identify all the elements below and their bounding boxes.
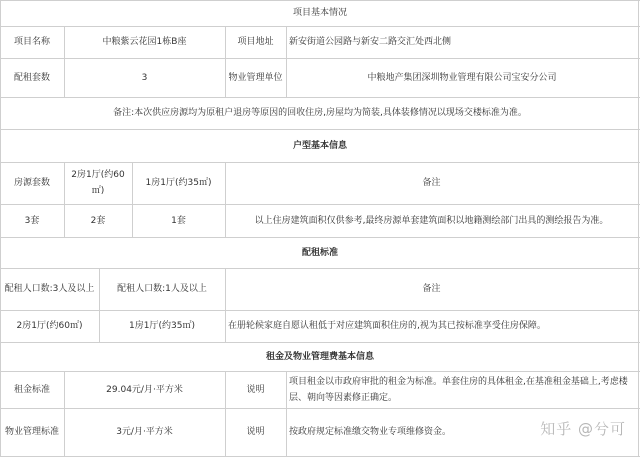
property-management-value: 中粮地产集团深圳物业管理有限公司宝安分公司 <box>367 72 557 83</box>
unit-count-label: 配租套数 <box>13 72 50 83</box>
project-address-value: 新安街道公园路与新安二路交汇处西北侧 <box>289 37 452 47</box>
management-fee-label: 物业管理标准 <box>4 427 59 437</box>
management-note-label: 说明 <box>246 427 265 437</box>
project-address-label: 项目地址 <box>237 37 274 47</box>
grid-line <box>638 0 639 457</box>
fees-heading: 租金及物业管理费基本信息 <box>265 351 374 362</box>
management-fee-value: 3元/月·平方米 <box>116 427 173 437</box>
allocation-cell-note: 在册轮候家庭自愿认租低于对应建筑面积住房的,视为其已按标准享受住房保障。 <box>228 321 546 331</box>
allocation-cell-3plus: 2房1厅(约60㎡) <box>16 321 83 331</box>
unit-header-total: 房源套数 <box>13 178 50 188</box>
allocation-heading: 配租标准 <box>301 247 338 258</box>
rent-note: 项目租金以市政府审批的租金为标准。单套住房的具体租金,在基准租金基础上,考虑楼层、朝向等因素修正确定。 <box>289 376 628 403</box>
allocation-header-1plus: 配租人口数:1人及以上 <box>117 284 207 294</box>
unit-count-value: 3 <box>141 72 148 83</box>
unit-header-2br: 2房1厅(约60㎡) <box>71 170 125 196</box>
project-note: 备注:本次供应房源均为原租户退房等原因的回收住房,房屋均为简装,具体装修情况以现场交楼标准为准。 <box>113 108 527 118</box>
unit-header-note: 备注 <box>422 178 441 188</box>
project-name-value: 中粮紫云花园1栋B座 <box>102 37 187 47</box>
rent-value: 29.04元/月·平方米 <box>106 384 183 395</box>
management-note: 按政府规定标准缴交物业专项维修资金。 <box>289 427 452 437</box>
property-management-label: 物业管理单位 <box>228 72 283 83</box>
grid-line <box>0 456 640 457</box>
unit-header-1br: 1房1厅(约35㎡) <box>145 178 212 188</box>
allocation-header-note: 备注 <box>422 284 441 294</box>
unit-cell-2br: 2套 <box>90 215 106 226</box>
rent-note-label: 说明 <box>246 384 265 395</box>
unit-cell-1br: 1套 <box>171 215 186 226</box>
table-title: 项目基本情况 <box>292 8 347 18</box>
rent-label: 租金标准 <box>13 384 50 395</box>
unit-cell-note: 以上住房建筑面积仅供参考,最终房源单套建筑面积以地籍测绘部门出具的测绘报告为准。 <box>254 215 609 226</box>
zhihu-watermark: 知乎 @兮可 <box>540 420 626 438</box>
allocation-cell-1plus: 1房1厅(约35㎡) <box>129 321 195 331</box>
allocation-header-3plus: 配租人口数:3人及以上 <box>4 284 95 294</box>
unit-info-heading: 户型基本信息 <box>292 140 347 151</box>
project-name-label: 项目名称 <box>13 37 50 47</box>
unit-cell-total: 3套 <box>24 215 40 226</box>
